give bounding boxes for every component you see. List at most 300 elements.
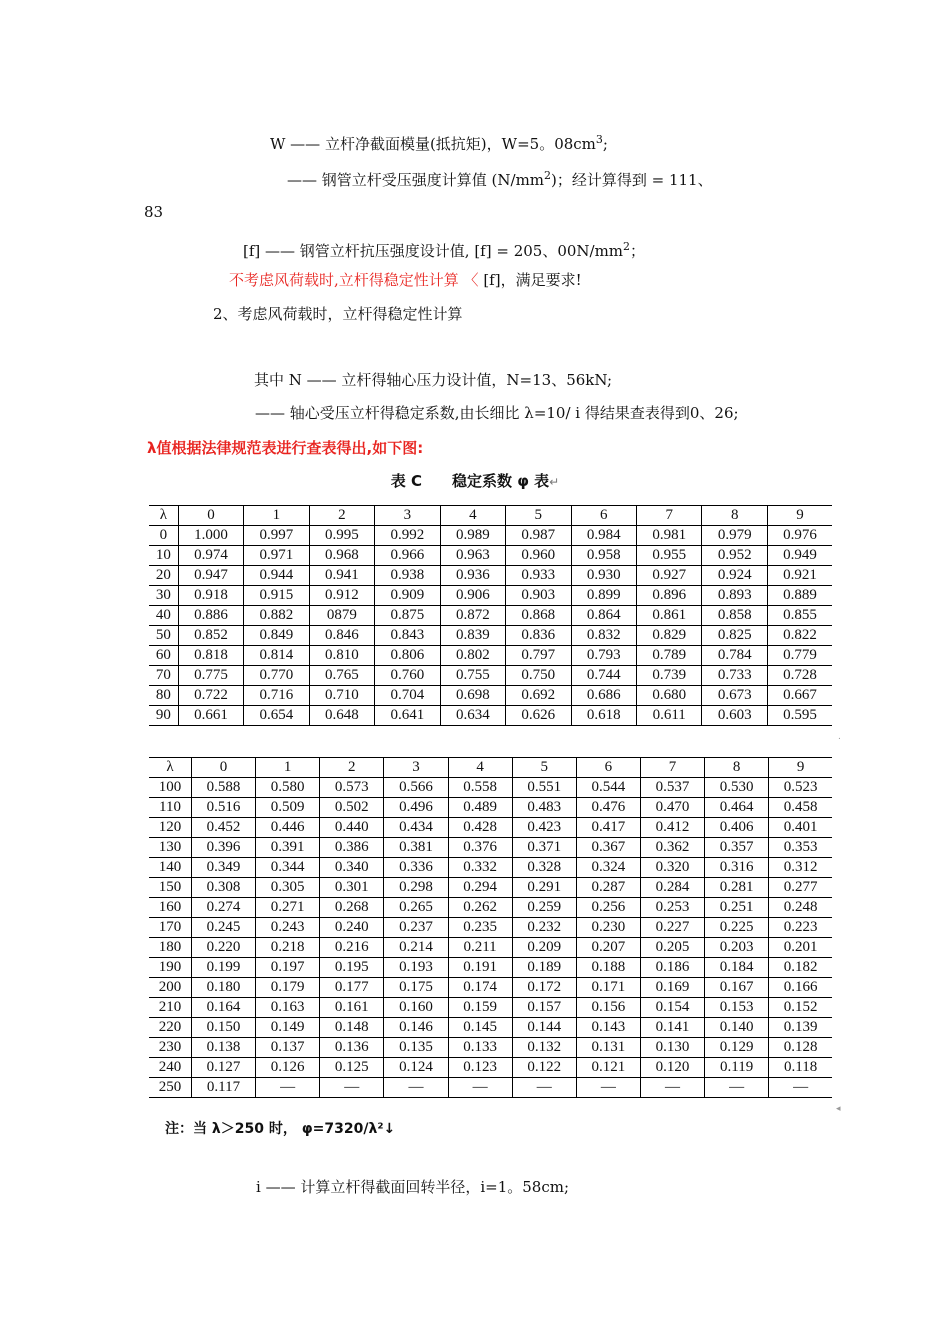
phi-value-cell: 0.992 — [375, 526, 440, 546]
table-row — [149, 998, 832, 1018]
header-digit-cell: 3 — [384, 758, 448, 778]
phi-value-cell: 0.156 — [576, 998, 640, 1018]
header-digit-cell: 0 — [178, 506, 243, 526]
phi-value-cell: 0.918 — [178, 586, 243, 606]
phi-value-cell: 0.120 — [640, 1058, 704, 1078]
phi-value-cell: 0.281 — [705, 878, 769, 898]
table-row — [149, 626, 832, 646]
phi-value-cell: 0.960 — [506, 546, 571, 566]
phi-value-cell: 0.126 — [256, 1058, 320, 1078]
phi-value-cell: 0.428 — [448, 818, 512, 838]
phi-value-cell: 0.223 — [769, 918, 832, 938]
table-footnote-text: 注：当 λ＞250 时， φ=7320/λ²↓ — [165, 1121, 396, 1137]
phi-value-cell: 0.357 — [705, 838, 769, 858]
phi-value-cell: 0.814 — [244, 646, 309, 666]
phi-value-cell: 0.140 — [705, 1018, 769, 1038]
table-row — [149, 798, 832, 818]
table-footnote — [165, 1118, 395, 1138]
phi-value-cell: 0.775 — [178, 666, 243, 686]
lambda-cell: 130 — [149, 838, 191, 858]
table-row — [149, 606, 832, 626]
phi-value-cell: 0.941 — [309, 566, 374, 586]
phi-value-cell: 0.558 — [448, 778, 512, 798]
lambda-cell: 220 — [149, 1018, 191, 1038]
design-strength-text: [f] —— 钢管立杆抗压强度设计值, [f] = 205、00N/mm — [243, 242, 624, 260]
phi-value-cell: 0.353 — [769, 838, 832, 858]
phi-value-cell: 0.117 — [191, 1078, 255, 1098]
phi-value-cell: 0.899 — [571, 586, 636, 606]
arrow-mark: ◂ — [836, 1104, 841, 1114]
phi-value-cell: 0.704 — [375, 686, 440, 706]
phi-value-cell: 0.626 — [506, 706, 571, 726]
phi-value-cell: 0.320 — [640, 858, 704, 878]
phi-value-cell: 0.199 — [191, 958, 255, 978]
phi-value-cell: 0.324 — [576, 858, 640, 878]
phi-value-cell: 0.130 — [640, 1038, 704, 1058]
lambda-cell: 150 — [149, 878, 191, 898]
phi-value-cell: 0.127 — [191, 1058, 255, 1078]
table-row — [149, 778, 832, 798]
phi-value-cell: 0.235 — [448, 918, 512, 938]
phi-value-cell: 0.875 — [375, 606, 440, 626]
phi-value-cell: 0.184 — [705, 958, 769, 978]
phi-value-cell: 0.121 — [576, 1058, 640, 1078]
table-row — [149, 978, 832, 998]
table-caption-label: 表 C — [390, 472, 422, 490]
phi-value-cell: 0.312 — [769, 858, 832, 878]
phi-value-cell: — — [705, 1078, 769, 1098]
phi-value-cell: 0.588 — [191, 778, 255, 798]
phi-value-cell: 0.949 — [767, 546, 832, 566]
phi-value-cell: 0.661 — [178, 706, 243, 726]
table-row — [149, 1038, 832, 1058]
header-digit-cell: 6 — [571, 506, 636, 526]
table-row — [149, 818, 832, 838]
phi-value-cell: 0.145 — [448, 1018, 512, 1038]
phi-value-cell: 0.802 — [440, 646, 505, 666]
phi-value-cell: 0.958 — [571, 546, 636, 566]
stability-table-part2 — [149, 757, 832, 1098]
phi-value-cell: 0.301 — [320, 878, 384, 898]
phi-value-cell: 0.423 — [512, 818, 576, 838]
phi-value-cell: 0.984 — [571, 526, 636, 546]
phi-value-cell: 0.654 — [244, 706, 309, 726]
phi-value-cell: 0.180 — [191, 978, 255, 998]
phi-value-cell: 0.169 — [640, 978, 704, 998]
phi-value-cell: 0.832 — [571, 626, 636, 646]
header-digit-cell: 1 — [256, 758, 320, 778]
phi-value-cell: 0.412 — [640, 818, 704, 838]
phi-value-cell: 0.396 — [191, 838, 255, 858]
phi-value-cell: 0.889 — [767, 586, 832, 606]
phi-value-cell: 0.146 — [384, 1018, 448, 1038]
phi-value-cell: 0.698 — [440, 686, 505, 706]
phi-value-cell: 0.188 — [576, 958, 640, 978]
table-row — [149, 858, 832, 878]
phi-value-cell: 0.989 — [440, 526, 505, 546]
phi-value-cell: 0.209 — [512, 938, 576, 958]
stability-coefficient-text: —— 轴心受压立杆得稳定系数,由长细比 λ=10/ i 得结果查表得到0、26; — [255, 404, 739, 422]
corner-mark: . — [838, 732, 841, 742]
phi-value-cell: 0.125 — [320, 1058, 384, 1078]
axial-force-text: 其中 N —— 立杆得轴心压力设计值，N=13、56kN; — [254, 371, 613, 389]
phi-value-cell: 0.371 — [512, 838, 576, 858]
phi-value-cell: 0.143 — [576, 1018, 640, 1038]
phi-value-cell: 0.822 — [767, 626, 832, 646]
stability-check-red-text: 不考虑风荷载时,立杆得稳定性计算 〈 — [229, 271, 479, 289]
lambda-cell: 230 — [149, 1038, 191, 1058]
phi-value-cell: 0.618 — [571, 706, 636, 726]
phi-value-cell: 0.376 — [448, 838, 512, 858]
phi-value-cell: 0.153 — [705, 998, 769, 1018]
table-row — [149, 918, 832, 938]
phi-value-cell: 0.291 — [512, 878, 576, 898]
phi-value-cell: 0.344 — [256, 858, 320, 878]
phi-value-cell: 0.434 — [384, 818, 448, 838]
phi-value-cell: 0.191 — [448, 958, 512, 978]
phi-value-cell: 0.225 — [705, 918, 769, 938]
phi-value-cell: 0.452 — [191, 818, 255, 838]
phi-value-cell: 0.119 — [705, 1058, 769, 1078]
phi-value-cell: 0.160 — [384, 998, 448, 1018]
phi-value-cell: 0.243 — [256, 918, 320, 938]
lambda-cell: 50 — [149, 626, 178, 646]
phi-value-cell: 0.936 — [440, 566, 505, 586]
table-caption-title: 稳定系数 φ 表 — [451, 472, 550, 490]
phi-value-cell: 0.362 — [640, 838, 704, 858]
phi-value-cell: 0.240 — [320, 918, 384, 938]
phi-value-cell: 0.868 — [506, 606, 571, 626]
lambda-cell: 190 — [149, 958, 191, 978]
phi-value-cell: 0.979 — [702, 526, 767, 546]
phi-value-cell: 0.157 — [512, 998, 576, 1018]
phi-value-cell: 0.135 — [384, 1038, 448, 1058]
phi-value-cell: 0.839 — [440, 626, 505, 646]
radius-text: i —— 计算立杆得截面回转半径，i=1。58cm; — [256, 1178, 570, 1196]
phi-value-cell: 0.755 — [440, 666, 505, 686]
phi-value-cell: — — [576, 1078, 640, 1098]
phi-value-cell: 0.806 — [375, 646, 440, 666]
phi-value-cell: 0.124 — [384, 1058, 448, 1078]
phi-value-cell: 0.367 — [576, 838, 640, 858]
phi-value-cell: 0.861 — [636, 606, 701, 626]
phi-value-cell: 0.779 — [767, 646, 832, 666]
phi-value-cell: — — [640, 1078, 704, 1098]
phi-value-cell: 0.843 — [375, 626, 440, 646]
phi-value-cell: 0.197 — [256, 958, 320, 978]
lambda-cell: 180 — [149, 938, 191, 958]
phi-value-cell: 0.458 — [769, 798, 832, 818]
phi-value-cell: 0879 — [309, 606, 374, 626]
header-digit-cell: 9 — [767, 506, 832, 526]
phi-value-cell: 0.744 — [571, 666, 636, 686]
radius-line — [256, 1177, 569, 1197]
header-digit-cell: 2 — [309, 506, 374, 526]
phi-value-cell: 0.882 — [244, 606, 309, 626]
phi-value-cell: 0.137 — [256, 1038, 320, 1058]
header-lambda-cell: λ — [149, 758, 191, 778]
phi-value-cell: 0.386 — [320, 838, 384, 858]
phi-value-cell: 0.692 — [506, 686, 571, 706]
phi-value-cell: — — [448, 1078, 512, 1098]
phi-value-cell: 0.391 — [256, 838, 320, 858]
phi-value-cell: 0.175 — [384, 978, 448, 998]
phi-value-cell: 0.216 — [320, 938, 384, 958]
phi-value-cell: 0.133 — [448, 1038, 512, 1058]
phi-value-cell: 0.245 — [191, 918, 255, 938]
phi-value-cell: 0.797 — [506, 646, 571, 666]
phi-value-cell: 0.141 — [640, 1018, 704, 1038]
header-digit-cell: 0 — [191, 758, 255, 778]
stability-check-line — [229, 270, 582, 290]
phi-value-cell: — — [320, 1078, 384, 1098]
stress-value-line — [144, 202, 163, 222]
phi-value-cell: 0.294 — [448, 878, 512, 898]
phi-value-cell: 0.332 — [448, 858, 512, 878]
header-digit-cell: 5 — [506, 506, 571, 526]
table-row — [149, 566, 832, 586]
table-row — [149, 1018, 832, 1038]
phi-value-cell: 0.154 — [640, 998, 704, 1018]
phi-value-cell: 0.336 — [384, 858, 448, 878]
lambda-cell: 170 — [149, 918, 191, 938]
phi-value-cell: 0.912 — [309, 586, 374, 606]
phi-value-cell: 0.144 — [512, 1018, 576, 1038]
phi-value-cell: 0.122 — [512, 1058, 576, 1078]
phi-value-cell: 0.544 — [576, 778, 640, 798]
phi-value-cell: 0.172 — [512, 978, 576, 998]
phi-value-cell: 0.673 — [702, 686, 767, 706]
phi-value-cell: 0.750 — [506, 666, 571, 686]
lambda-cell: 250 — [149, 1078, 191, 1098]
header-digit-cell: 2 — [320, 758, 384, 778]
phi-value-cell: 0.523 — [769, 778, 832, 798]
lambda-cell: 30 — [149, 586, 178, 606]
phi-value-cell: 0.952 — [702, 546, 767, 566]
phi-value-cell: 0.298 — [384, 878, 448, 898]
phi-value-cell: 0.686 — [571, 686, 636, 706]
phi-value-cell: 0.852 — [178, 626, 243, 646]
phi-value-cell: 0.537 — [640, 778, 704, 798]
phi-value-cell: 0.789 — [636, 646, 701, 666]
header-digit-cell: 4 — [448, 758, 512, 778]
wind-load-heading — [213, 304, 463, 324]
phi-value-cell: 0.139 — [769, 1018, 832, 1038]
lambda-cell: 0 — [149, 526, 178, 546]
header-digit-cell: 7 — [636, 506, 701, 526]
phi-value-cell: — — [769, 1078, 832, 1098]
phi-value-cell: 0.417 — [576, 818, 640, 838]
phi-value-cell: 0.220 — [191, 938, 255, 958]
phi-value-cell: 0.150 — [191, 1018, 255, 1038]
phi-value-cell: 0.316 — [705, 858, 769, 878]
phi-value-cell: 0.161 — [320, 998, 384, 1018]
phi-value-cell: 0.149 — [256, 1018, 320, 1038]
phi-value-cell: 0.516 — [191, 798, 255, 818]
phi-value-cell: 0.132 — [512, 1038, 576, 1058]
phi-value-cell: — — [256, 1078, 320, 1098]
phi-value-cell: 0.164 — [191, 998, 255, 1018]
design-strength-end: ； — [630, 242, 646, 260]
phi-value-cell: 0.981 — [636, 526, 701, 546]
phi-value-cell: 0.489 — [448, 798, 512, 818]
phi-value-cell: 0.793 — [571, 646, 636, 666]
phi-value-cell: 0.641 — [375, 706, 440, 726]
phi-value-cell: 0.716 — [244, 686, 309, 706]
phi-value-cell: 0.268 — [320, 898, 384, 918]
phi-value-cell: 0.446 — [256, 818, 320, 838]
phi-value-cell: 0.710 — [309, 686, 374, 706]
phi-value-cell: 0.829 — [636, 626, 701, 646]
phi-value-cell: 0.152 — [769, 998, 832, 1018]
phi-value-cell: 0.858 — [702, 606, 767, 626]
header-lambda-cell: λ — [149, 506, 178, 526]
phi-value-cell: 0.227 — [640, 918, 704, 938]
table-caption — [0, 470, 950, 491]
phi-value-cell: 0.476 — [576, 798, 640, 818]
phi-value-cell: 0.909 — [375, 586, 440, 606]
table-row — [149, 838, 832, 858]
phi-value-cell: 0.855 — [767, 606, 832, 626]
phi-value-cell: 0.193 — [384, 958, 448, 978]
phi-value-cell: 0.128 — [769, 1038, 832, 1058]
lambda-cell: 240 — [149, 1058, 191, 1078]
phi-value-cell: 0.976 — [767, 526, 832, 546]
lambda-cell: 140 — [149, 858, 191, 878]
phi-value-cell: 0.739 — [636, 666, 701, 686]
table-header-row — [149, 758, 832, 778]
phi-value-cell: 0.218 — [256, 938, 320, 958]
phi-value-cell: 0.251 — [705, 898, 769, 918]
lambda-cell: 80 — [149, 686, 178, 706]
modulus-end: ; — [602, 135, 608, 153]
table-header-row — [149, 506, 832, 526]
phi-value-cell: 0.927 — [636, 566, 701, 586]
phi-value-cell: 0.464 — [705, 798, 769, 818]
phi-value-cell: 0.166 — [769, 978, 832, 998]
phi-value-cell: 0.201 — [769, 938, 832, 958]
design-strength-sup: 2 — [623, 240, 631, 253]
phi-value-cell: 0.138 — [191, 1038, 255, 1058]
lambda-cell: 20 — [149, 566, 178, 586]
phi-value-cell: 0.915 — [244, 586, 309, 606]
phi-value-cell: 0.214 — [384, 938, 448, 958]
phi-value-cell: 0.995 — [309, 526, 374, 546]
phi-value-cell: 0.328 — [512, 858, 576, 878]
phi-value-cell: 0.205 — [640, 938, 704, 958]
phi-value-cell: 0.186 — [640, 958, 704, 978]
phi-value-cell: 0.906 — [440, 586, 505, 606]
stability-table-part1 — [149, 505, 832, 726]
lambda-cell: 160 — [149, 898, 191, 918]
phi-value-cell: 0.308 — [191, 878, 255, 898]
phi-value-cell: 0.163 — [256, 998, 320, 1018]
table-row — [149, 526, 832, 546]
phi-value-cell: 0.207 — [576, 938, 640, 958]
phi-value-cell: 0.230 — [576, 918, 640, 938]
lambda-cell: 40 — [149, 606, 178, 626]
phi-value-cell: 0.722 — [178, 686, 243, 706]
stress-value-text: 83 — [144, 203, 164, 221]
phi-value-cell: 0.886 — [178, 606, 243, 626]
phi-value-cell: 0.174 — [448, 978, 512, 998]
lambda-cell: 10 — [149, 546, 178, 566]
phi-value-cell: 0.189 — [512, 958, 576, 978]
phi-value-cell: 0.944 — [244, 566, 309, 586]
phi-value-cell: 0.997 — [244, 526, 309, 546]
stress-end: )；经计算得到 = 111、 — [551, 171, 713, 189]
phi-value-cell: 0.846 — [309, 626, 374, 646]
phi-value-cell: 0.921 — [767, 566, 832, 586]
header-digit-cell: 8 — [702, 506, 767, 526]
phi-value-cell: 0.938 — [375, 566, 440, 586]
lambda-cell: 90 — [149, 706, 178, 726]
phi-value-cell: 0.509 — [256, 798, 320, 818]
table-row — [149, 666, 832, 686]
phi-value-cell: 1.000 — [178, 526, 243, 546]
phi-value-cell: 0.262 — [448, 898, 512, 918]
phi-value-cell: 0.349 — [191, 858, 255, 878]
phi-value-cell: 0.595 — [767, 706, 832, 726]
phi-value-cell: 0.968 — [309, 546, 374, 566]
phi-value-cell: 0.496 — [384, 798, 448, 818]
phi-value-cell: 0.760 — [375, 666, 440, 686]
stress-line — [287, 166, 713, 190]
phi-value-cell: 0.179 — [256, 978, 320, 998]
phi-value-cell: 0.810 — [309, 646, 374, 666]
phi-value-cell: 0.253 — [640, 898, 704, 918]
phi-value-cell: 0.955 — [636, 546, 701, 566]
phi-value-cell: 0.896 — [636, 586, 701, 606]
phi-value-cell: 0.933 — [506, 566, 571, 586]
table-row — [149, 706, 832, 726]
phi-value-cell: 0.947 — [178, 566, 243, 586]
table-row — [149, 586, 832, 606]
phi-value-cell: 0.287 — [576, 878, 640, 898]
phi-value-cell: 0.406 — [705, 818, 769, 838]
phi-value-cell: 0.470 — [640, 798, 704, 818]
phi-value-cell: 0.573 — [320, 778, 384, 798]
phi-value-cell: 0.930 — [571, 566, 636, 586]
phi-value-cell: 0.825 — [702, 626, 767, 646]
design-strength-line — [243, 237, 645, 261]
phi-value-cell: 0.203 — [705, 938, 769, 958]
phi-value-cell: 0.765 — [309, 666, 374, 686]
phi-value-cell: 0.232 — [512, 918, 576, 938]
lambda-cell: 110 — [149, 798, 191, 818]
phi-value-cell: 0.159 — [448, 998, 512, 1018]
phi-value-cell: 0.603 — [702, 706, 767, 726]
stability-coefficient-line — [255, 403, 739, 423]
phi-value-cell: 0.271 — [256, 898, 320, 918]
lambda-cell: 60 — [149, 646, 178, 666]
phi-value-cell: 0.305 — [256, 878, 320, 898]
phi-value-cell: 0.259 — [512, 898, 576, 918]
lambda-cell: 200 — [149, 978, 191, 998]
phi-value-cell: 0.971 — [244, 546, 309, 566]
header-digit-cell: 4 — [440, 506, 505, 526]
phi-value-cell: 0.195 — [320, 958, 384, 978]
phi-value-cell: 0.401 — [769, 818, 832, 838]
phi-value-cell: 0.131 — [576, 1038, 640, 1058]
phi-value-cell: 0.784 — [702, 646, 767, 666]
stress-text: —— 钢管立杆受压强度计算值 (N/mm — [287, 171, 545, 189]
table-row — [149, 898, 832, 918]
phi-value-cell: 0.849 — [244, 626, 309, 646]
phi-value-cell: 0.118 — [769, 1058, 832, 1078]
phi-value-cell: 0.648 — [309, 706, 374, 726]
header-digit-cell: 1 — [244, 506, 309, 526]
